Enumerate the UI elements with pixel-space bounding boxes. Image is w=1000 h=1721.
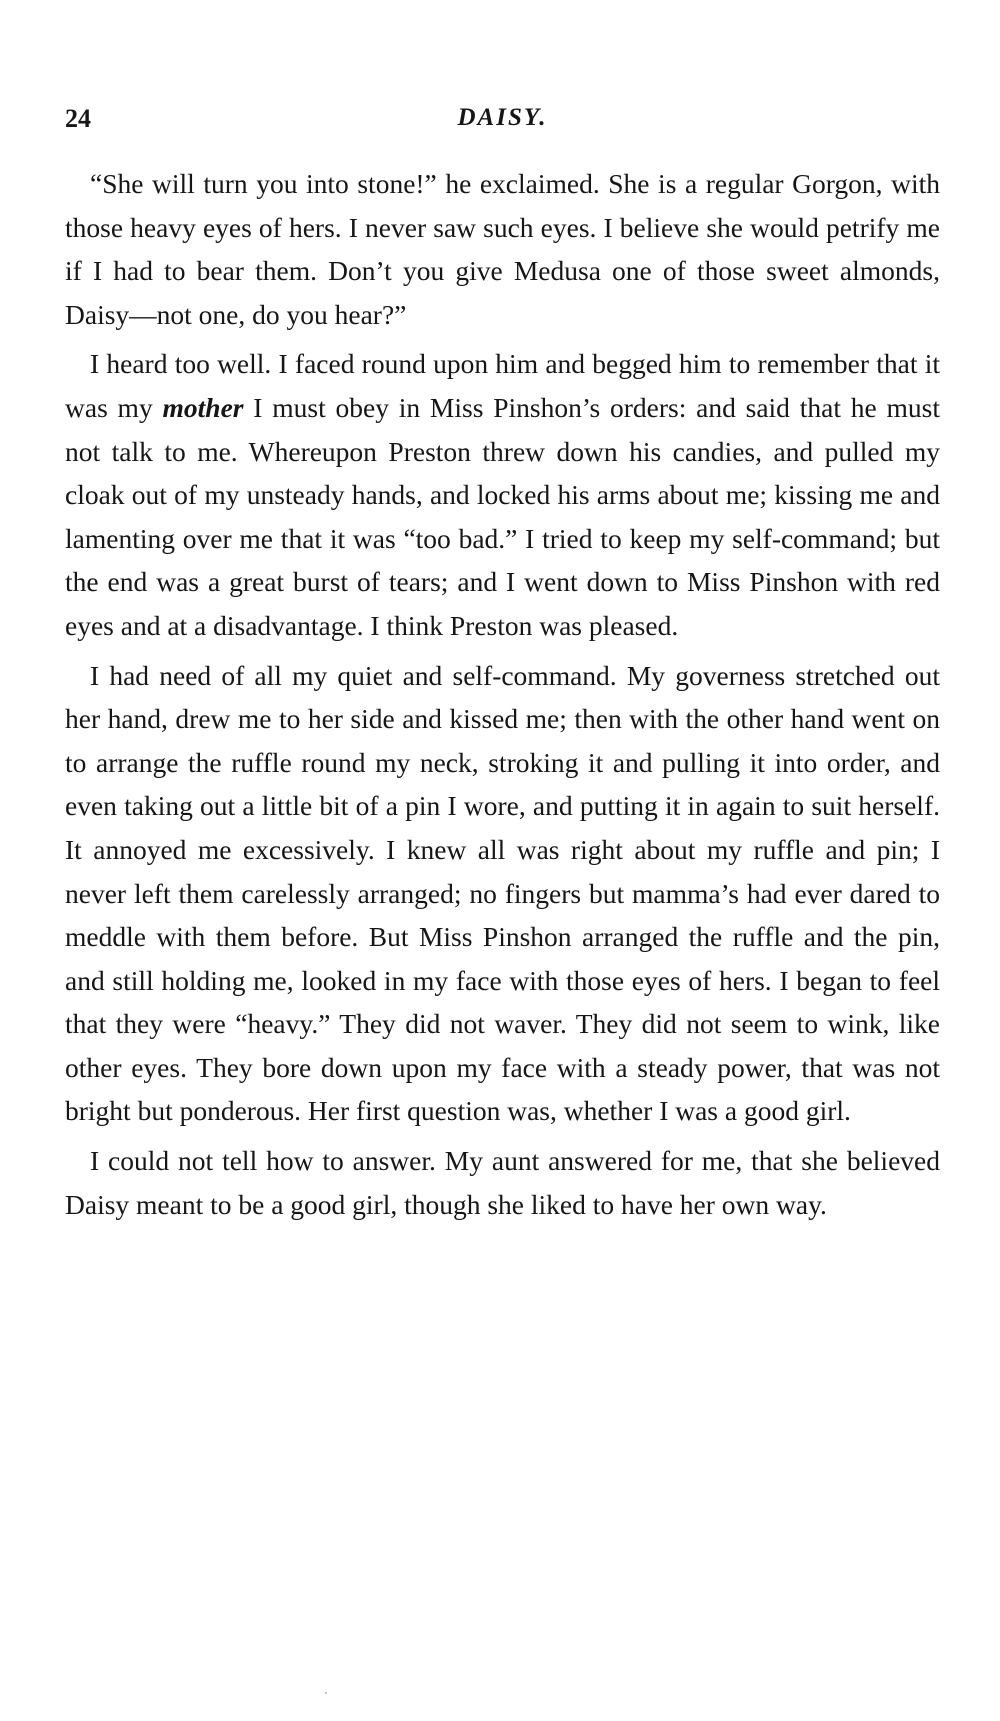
paragraph-2 bbox=[65, 342, 940, 647]
body-text bbox=[65, 162, 940, 1232]
page-number: 24 bbox=[65, 104, 91, 133]
paragraph-4: I could not tell how to answer. My aunt answered for me, that she believed Daisy meant to be a good girl, though she liked to have her own way. bbox=[65, 1145, 940, 1220]
emphasized-word: mother bbox=[162, 391, 244, 423]
paragraph-3: I had need of all my quiet and self-command. My governess stretched out her hand, drew me to her side and kissed me; then with the other hand went on to arrange the ruffle round my neck, stroking it and pulling it into order, and even taking out a little bit of a pin I wore, and putting it in again to suit herself. It annoyed me excessively. I knew all was right about my ruffle and pin; I never left them carelessly arranged; no fingers but mamma’s had ever dared to meddle with them before. But Miss Pinshon arranged the ruffle and the pin, and still holding me, looked in my face with those eyes of hers. I began to feel that they were “heavy.” They did not waver. They did not seem to wink, like other eyes. They bore down upon my face with a steady power, that was not bright but ponderous. Her first question was, whether I was a good girl. bbox=[65, 659, 940, 1127]
paragraph-2-before: I heard too well. I faced round upon him and begged him to remember that it was my bbox=[65, 348, 940, 423]
paper-speck bbox=[325, 1692, 327, 1694]
paragraph-2-after: I must obey in Miss Pinshon’s orders: and said that he must not talk to me. Whereupon Preston threw down his candies, and pulled my cloak out of my unsteady hands, and locked his arms about me; kissing me and lamenting over me that it was “too bad.” I tried to keep my self-command; but the end was a great burst of tears; and I went down to Miss Pinshon with red eyes and at a disadvantage. I think Preston was pleased. bbox=[65, 391, 940, 641]
running-title: DAISY. bbox=[457, 104, 548, 131]
running-head bbox=[65, 104, 940, 144]
paragraph-1: “She will turn you into stone!” he exclaimed. She is a regular Gorgon, with those heavy eyes of hers. I never saw such eyes. I believe she would petrify me if I had to bear them. Don’t you give Medusa one of those sweet almonds, Daisy—not one, do you hear?” bbox=[65, 168, 940, 330]
